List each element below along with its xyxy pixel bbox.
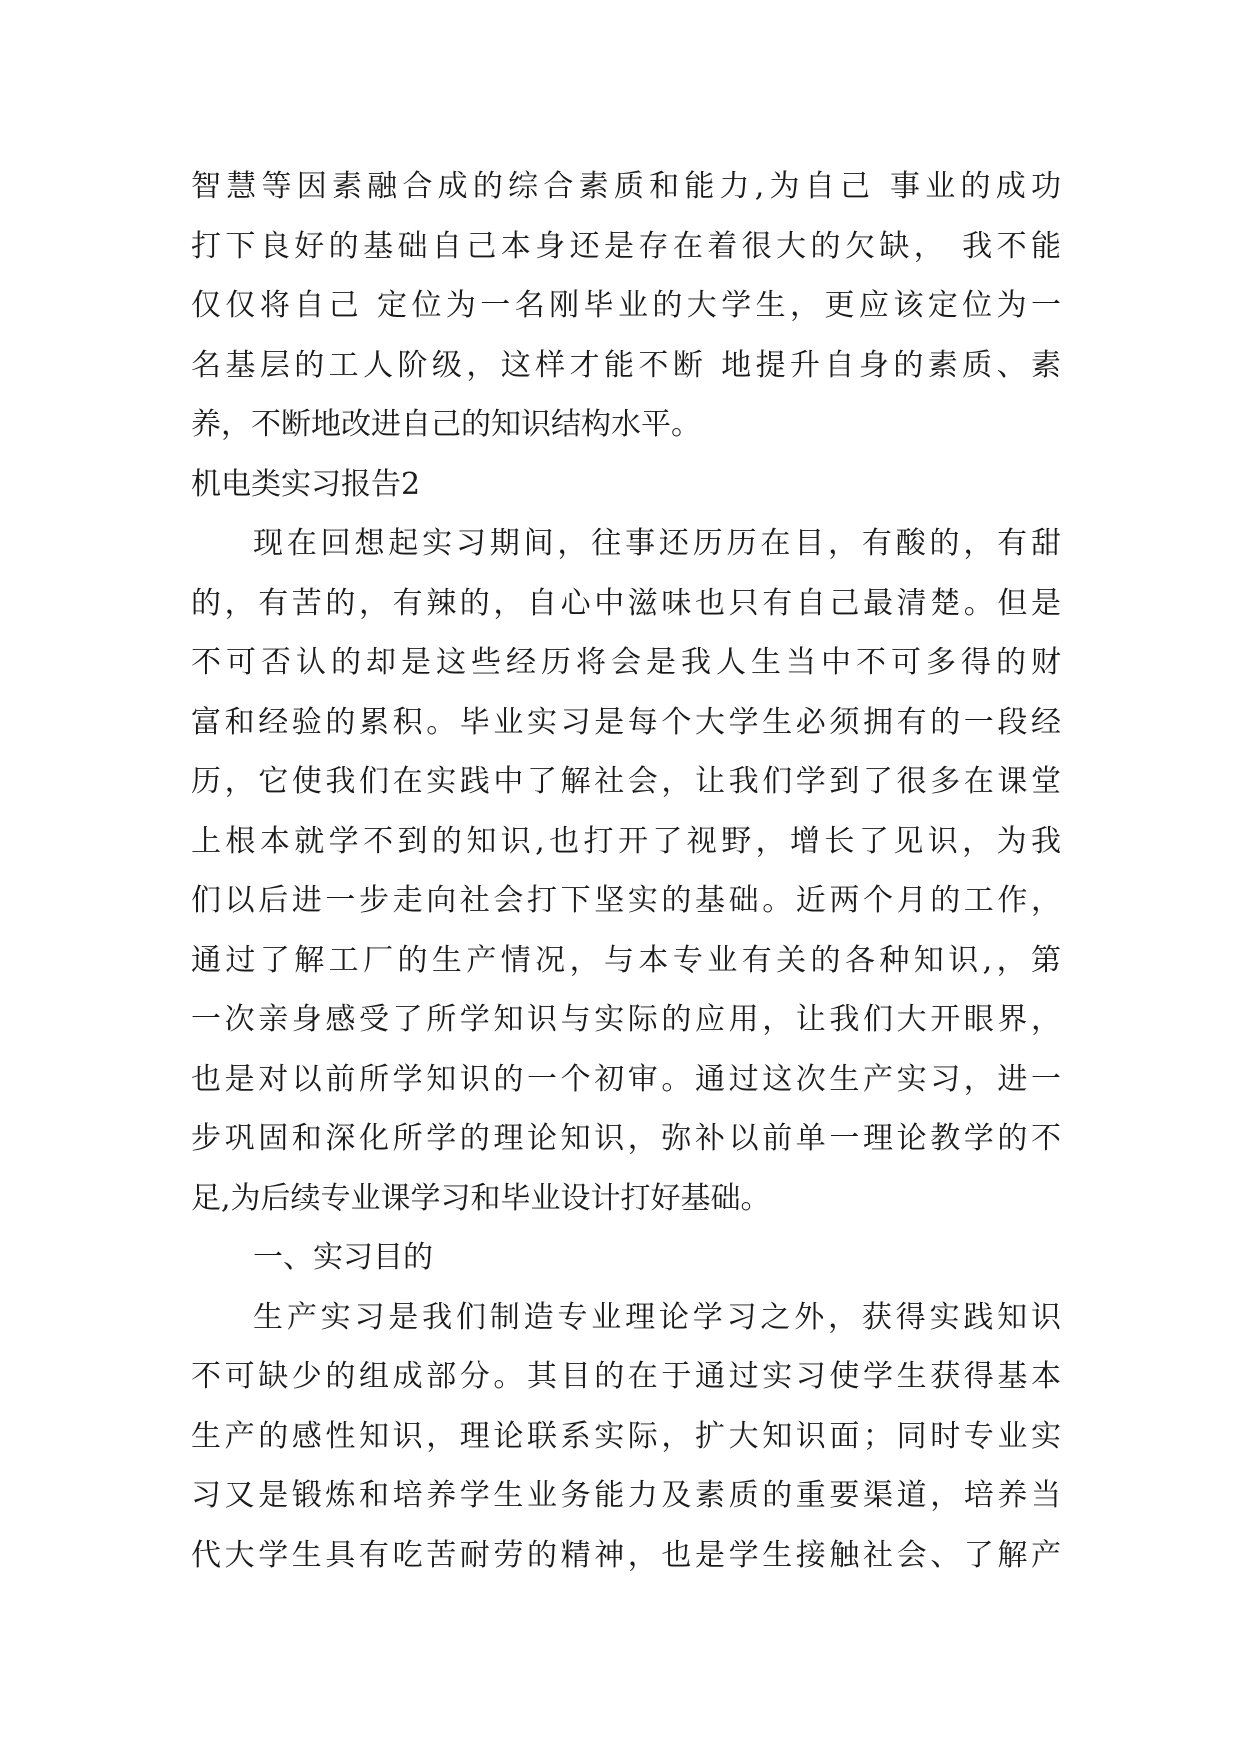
text-line: 生产实习是我们制造专业理论学习之外，获得实践知识 (253, 1299, 1061, 1335)
section-title (191, 455, 1061, 515)
text-line: 上根本就学不到的知识,也打开了视野，增长了见识，为我 (191, 823, 1061, 859)
text-line: 通过了解工厂的生产情况，与本专业有关的各种知识,，第 (191, 942, 1061, 978)
text-line: 习又是锻炼和培养学生业务能力及素质的重要渠道，培养当 (191, 1478, 1061, 1513)
text-line: 的，有苦的，有辣的，自心中滋味也只有自己最清楚。但是 (191, 585, 1061, 621)
text-line: 仅仅将自己 定位为一名刚毕业的大学生，更应该定位为一 (191, 288, 1061, 323)
text-line: 步巩固和深化所学的理论知识，弥补以前单一理论教学的不 (191, 1121, 1061, 1156)
text-line: 不可否认的却是这些经历将会是我人生当中不可多得的财 (191, 645, 1061, 680)
text-line: 名基层的工人阶级，这样才能不断 地提升自身的素质、素 (191, 347, 1061, 383)
document-body (191, 157, 1061, 1585)
paragraph-continued (191, 157, 1061, 455)
text-line: 智慧等因素融合成的综合素质和能力,为自己 事业的成功 (191, 169, 1061, 204)
text-line: 养，不断地改进自己的知识结构水平。 (191, 407, 701, 442)
text-line: 代大学生具有吃苦耐劳的精神，也是学生接触社会、了解产 (191, 1537, 1061, 1573)
text-line: 现在回想起实习期间，往事还历历在目，有酸的，有甜 (253, 526, 1061, 561)
subheading-purpose (191, 1228, 1061, 1288)
text-line: 历，它使我们在实践中了解社会，让我们学到了很多在课堂 (191, 764, 1061, 799)
text-line: 也是对以前所学知识的一个初审。通过这次生产实习，进一 (191, 1061, 1061, 1097)
text-line: 打下良好的基础自己本身还是存在着很大的欠缺， 我不能 (191, 228, 1061, 264)
text-line: 们以后进一步走向社会打下坚实的基础。近两个月的工作， (191, 883, 1061, 918)
text-line: 机电类实习报告2 (191, 466, 421, 502)
paragraph-recollection (191, 514, 1061, 1228)
paragraph-purpose (191, 1288, 1061, 1586)
text-line: 一、实习目的 (253, 1240, 433, 1275)
text-line: 一次亲身感受了所学知识与实际的应用，让我们大开眼界， (191, 1002, 1061, 1037)
text-line: 足,为后续专业课学习和毕业设计打好基础。 (191, 1180, 771, 1216)
text-line: 富和经验的累积。毕业实习是每个大学生必须拥有的一段经 (191, 704, 1061, 740)
text-line: 不可缺少的组成部分。其目的在于通过实习使学生获得基本 (191, 1359, 1061, 1394)
text-line: 生产的感性知识，理论联系实际，扩大知识面；同时专业实 (191, 1418, 1061, 1454)
